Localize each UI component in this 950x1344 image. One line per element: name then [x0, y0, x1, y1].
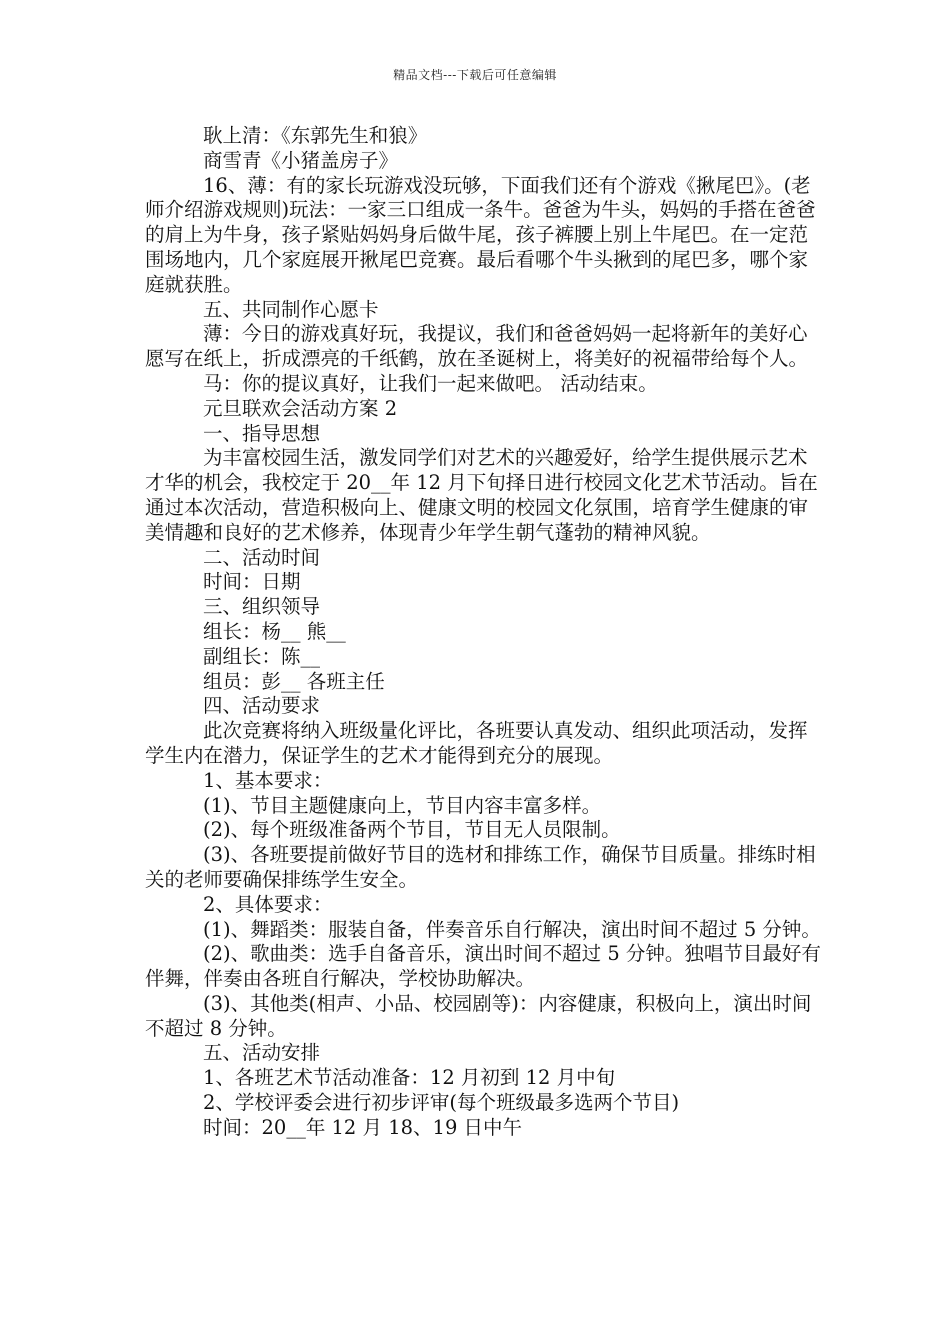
paragraph: 此次竞赛将纳入班级量化评比，各班要认真发动、组织此项活动，发挥学生内在潜力，保证学生的艺术才能得到充分的展现。 — [145, 719, 808, 767]
list-item: (3)、各班要提前做好节目的选材和排练工作，确保节目质量。排练时相关的老师要确保排练学生安全。 — [145, 843, 816, 891]
paragraph: 商雪青《小猪盖房子》 — [203, 148, 399, 172]
paragraph: 马：你的提议真好，让我们一起来做吧。 活动结束。 — [203, 371, 658, 395]
document-body — [145, 124, 825, 1141]
section-heading: 五、共同制作心愿卡 — [203, 297, 379, 321]
paragraph: 16、薄：有的家长玩游戏没玩够，下面我们还有个游戏《揪尾巴》。(老师介绍游戏规则)玩法：一家三口组成一条牛。爸爸为牛头，妈妈的手搭在爸爸的肩上为牛身，孩子紧贴妈妈身后做牛尾，孩子裤腰上别上牛尾巴。在一定范围场地内，几个家庭展开揪尾巴竞赛。最后看哪个牛头揪到的尾巴多，哪个家庭就获胜。 — [145, 173, 816, 296]
list-item: (2)、每个班级准备两个节目，节目无人员限制。 — [203, 818, 621, 842]
subsection-heading: 1、基本要求： — [203, 768, 333, 792]
section-heading: 五、活动安排 — [203, 1041, 321, 1065]
list-item: 1、各班艺术节活动准备：12 月初到 12 月中旬 — [203, 1066, 616, 1090]
section-heading: 三、组织领导 — [203, 595, 321, 619]
document-title: 元旦联欢会活动方案 2 — [203, 396, 398, 420]
paragraph: 组员：彭__ 各班主任 — [203, 669, 385, 693]
list-item: (1)、节目主题健康向上，节目内容丰富多样。 — [203, 793, 602, 817]
subsection-heading: 2、具体要求： — [203, 892, 333, 916]
list-item: (3)、其他类(相声、小品、校园剧等)：内容健康，积极向上，演出时间不超过 8 分钟。 — [145, 991, 812, 1040]
section-heading: 一、指导思想 — [203, 421, 321, 445]
page-header: 精品文档---下载后可任意编辑 — [393, 68, 557, 82]
paragraph: 组长：杨__ 熊__ — [203, 619, 346, 643]
section-heading: 四、活动要求 — [203, 694, 321, 718]
paragraph: 薄：今日的游戏真好玩，我提议，我们和爸爸妈妈一起将新年的美好心愿写在纸上，折成漂亮的千纸鹤，放在圣诞树上，将美好的祝福带给每个人。 — [145, 322, 809, 371]
paragraph: 副组长：陈__ — [203, 644, 321, 668]
paragraph: 耿上清：《东郭先生和狼》 — [203, 124, 428, 147]
paragraph: 时间：20__年 12 月 18、19 日中午 — [203, 1115, 523, 1139]
paragraph: 为丰富校园生活，激发同学们对艺术的兴趣爱好，给学生提供展示艺术才华的机会，我校定于 20__年 12 月下旬择日进行校园文化艺术节活动。旨在通过本次活动，营造积极向上、健康文明的校园文化氛围，培育学生健康的审美情趣和良好的艺术修养，体现青少年学生朝气蓬勃的精神风貌。 — [145, 446, 818, 544]
list-item: (1)、舞蹈类：服装自备，伴奏音乐自行解决，演出时间不超过 5 分钟。 — [203, 917, 821, 941]
paragraph: 时间：日期 — [203, 570, 301, 594]
list-item: 2、学校评委会进行初步评审(每个班级最多选两个节目) — [203, 1091, 680, 1115]
section-heading: 二、活动时间 — [203, 545, 321, 569]
list-item: (2)、歌曲类：选手自备音乐，演出时间不超过 5 分钟。独唱节目最好有伴舞，伴奏由各班自行解决，学校协助解决。 — [145, 942, 821, 991]
